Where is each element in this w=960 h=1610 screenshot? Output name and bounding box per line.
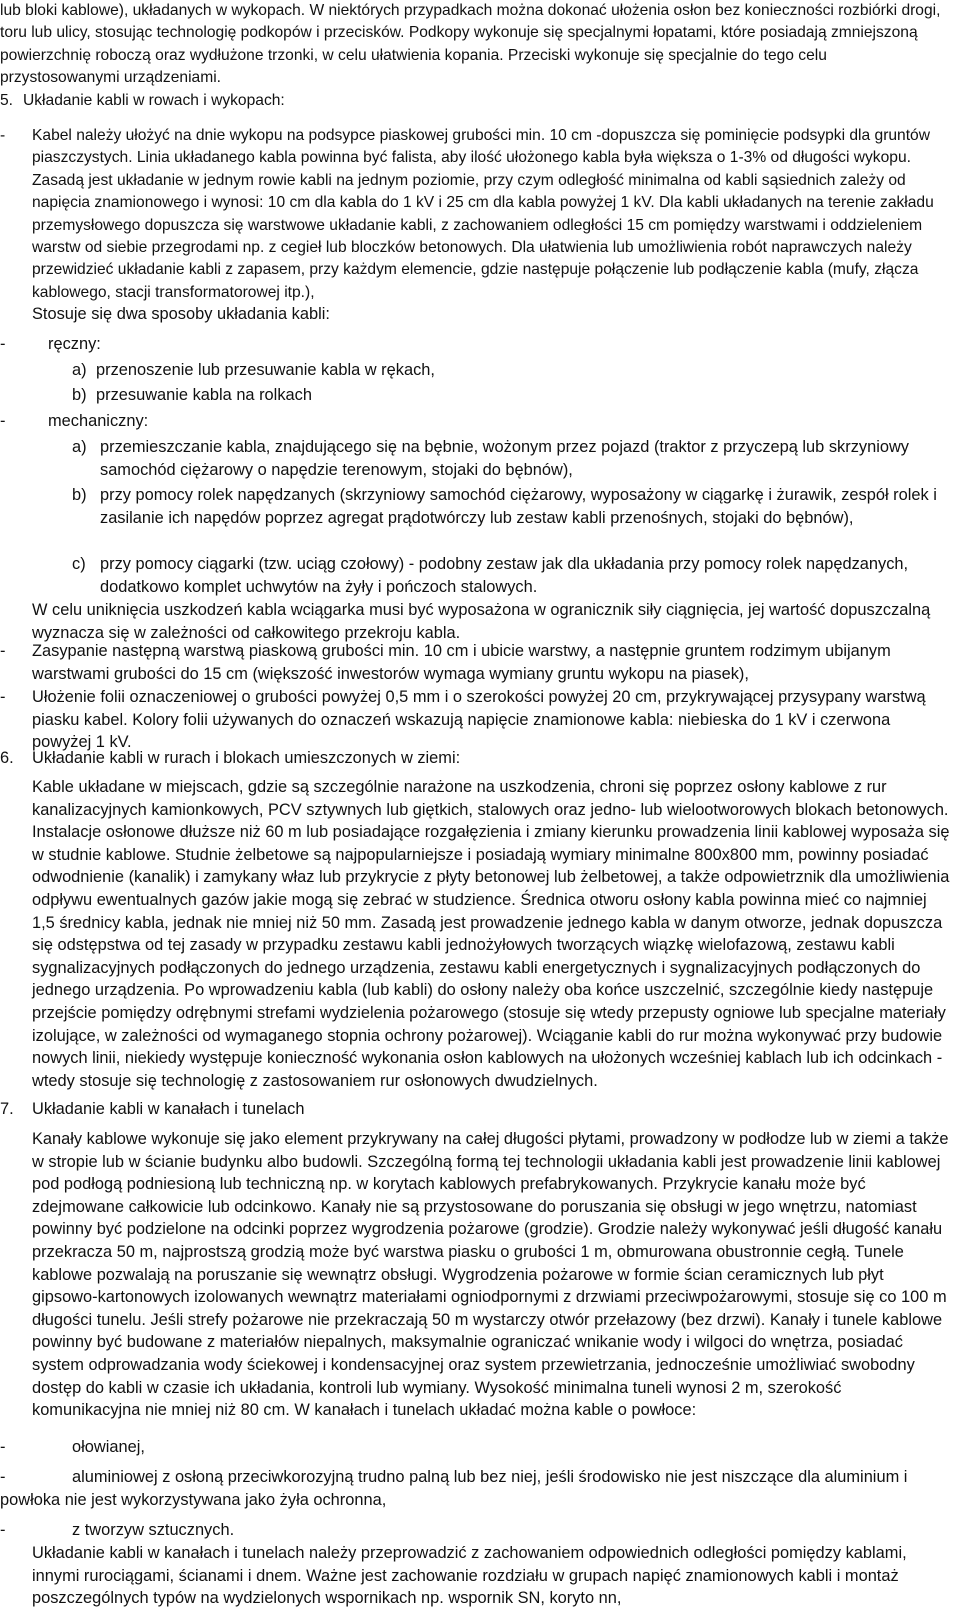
mech-tail-text: W celu uniknięcia uszkodzeń kabla wciągarka musi być wyposażona w ogranicznik siły ciągnięcia, jej wartość dopuszczalną wyznacza się w zależności od całkowitego przekroju kabla. [32, 601, 931, 642]
section-5-number: 5. [0, 92, 14, 109]
mech-a-marker: a) [72, 438, 87, 456]
backfill-text: Zasypanie następną warstwą piaskową grubości min. 10 cm i ubicie warstwy, a następnie gruntem rodzimym ubijanym warstwami grubości do 15 cm (większość inwestorów wymaga wymiany gruntu wykopu na piasek), [32, 642, 891, 683]
manual-a-text: przenoszenie lub przesuwanie kabla w rękach, [96, 361, 435, 379]
manual-a-marker: a) [72, 361, 87, 379]
dash-marker: - [0, 1521, 6, 1539]
backfill-item [0, 640, 950, 685]
section-5-cable-text: Kabel należy ułożyć na dnie wykopu na podsypce piaskowej grubości min. 10 cm -dopuszcza się pominięcie podsypki dla gruntów piaszczystych. Linia układanego kabla powinna być falista, aby ilość ułożonego kabla była większa o 1-3% od długości wykopu. Zasadą jest układanie w jednym rowie kabli na jednym poziomie, przy czym odległość minimalna od kabli sąsiednich zależy od napięcia znamionowego i wynosi: 10 cm dla kabla do 1 kV i 25 cm dla kabla powyżej 1 kV. Dla kabli układanych na terenie zakładu przemysłowego dopuszcza się warstwowe układanie kabli, z zachowaniem odległości 15 cm pomiędzy warstwami i oddzieleniem warstw od siebie przegrodami np. z cegieł lub bloczków betonowych. Dla ułatwienia lub umożliwienia robót naprawczych należy przewidzieć układanie kabli z zapasem, przy każdym elemencie, gdzie następuje połączenie lub podłączenie kabla (mufy, złącza kablowego, stacji transformatorowej itp.), [32, 127, 934, 301]
mechanical-item-a [0, 436, 950, 481]
closing-text: Układanie kabli w kanałach i tunelach należy przeprowadzić z zachowaniem odpowiednich odległości pomiędzy kablami, innymi rurociągami, ścianami i dnem. Ważne jest zachowanie rozdziału w grupach napięć znamionowych kabli i montaż poszczególnych typów na wydzielonych wspornikach np. wspornik SN, koryto nn, [32, 1544, 907, 1608]
section-6-number: 6. [0, 749, 14, 767]
dash-marker: - [0, 412, 6, 430]
section-7-body [32, 1128, 950, 1422]
dash-marker: - [0, 335, 6, 353]
mech-c-marker: c) [72, 555, 86, 573]
section-5-cable-laying [0, 125, 950, 304]
dash-marker: - [0, 1438, 6, 1456]
sheath-lead-text: ołowianej, [72, 1438, 145, 1456]
mech-b-text: przy pomocy rolek napędzanych (skrzyniowy samochód ciężarowy, wyposażony w ciągarkę i żurawik, zespół rolek i zasilanie ich napędów poprzez agregat prądotwórczy lub zestaw kabli przenośnych, stojaki do bębnów), [100, 486, 937, 527]
section-7-number: 7. [0, 1100, 14, 1118]
dash-marker: - [0, 688, 6, 706]
intro-paragraph [0, 0, 950, 90]
section-6-body [32, 776, 950, 1092]
section-6-title: Układanie kabli w rurach i blokach umieszczonych w ziemi: [32, 749, 461, 767]
sheath-aluminium-text: aluminiowej z osłoną przeciwkorozyjną trudno palną lub bez niej, jeśli środowisko nie jest niszczące dla aluminium i powłoka nie jest wykorzystywana jako żyła ochronna, [0, 1468, 908, 1509]
methods-intro-text: Stosuje się dwa sposoby układania kabli: [32, 305, 330, 323]
mechanical-label: mechaniczny: [48, 412, 149, 430]
sheath-plastic-text: z tworzyw sztucznych. [72, 1521, 235, 1539]
mech-c-text: przy pomocy ciągarki (tzw. uciąg czołowy) - podobny zestaw jak dla układania przy pomocy rolek napędzanych, dodatkowo komplet uchwytów na żyły i pończoch stalowych. [100, 555, 909, 596]
mech-b-marker: b) [72, 486, 87, 504]
section-6-text: Kable układane w miejscach, gdzie są szczególnie narażone na uszkodzenia, chroni się poprzez osłony kablowe z rur kanalizacyjnych kamionkowych, PCV sztywnych lub giętkich, stalowych oraz jedno- lub wielootworowych blokach betonowych. Instalacje osłonowe dłuższe niż 60 m lub posiadające rozgałęzienia i zmiany kierunku prowadzenia linii kablowej wyposaża się w studnie kablowe. Studnie żelbetowe są najpopularniejsze i posiadają wymiary minimalne 800x800 mm, powinny posiadać odwodnienie (kanalik) i zamykany właz lub przykrycie z płyty betonowej lub żelbetowej, a także odpowietrznik dla umożliwienia odpływu ewentualnych gazów jakie mogą się zebrać w studzience. Średnica otworu osłony kabla powinna mieć co najmniej 1,5 średnicy kabla, jednak nie mniej niż 50 mm. Zasadą jest prowadzenie jednego kabla w danym otworze, jednak dopuszcza się odstępstwa od tej zasady w przypadku zestawu kabli jednożyłowych tworzących wiązkę wielofazową, zestawu kabli sygnalizacyjnych podłączonych do jednego urządzenia, zestawu kabli energetycznych i sygnalizacyjnych podłączonych do jednego urządzenia. Po wprowadzeniu kabla (lub kabli) do osłony należy oba końce uszczelnić, szczególnie kiedy następuje przejście pomiędzy odrębnymi strefami wydzielenia pożarowego (stosuje się wtedy przepusty ogniowe lub specjalne materiały izolujące, w zależności od wymaganego stopnia ochrony pożarowej). Wciąganie kabli do rur można wykonywać przy budowie nowych linii, niekiedy występuje konieczność wykonania osłon kablowych na ułożonych wcześniej kablach lub ich odcinkach - wtedy stosuje się technologię z zastosowaniem rur osłonowych dwudzielnych. [32, 778, 950, 1090]
foil-text: Ułożenie folii oznaczeniowej o grubości powyżej 0,5 mm i o szerokości powyżej 20 cm, przykrywającej przysypany warstwą piasku kabel. Kolory folii używanych do oznaczeń wskazują napięcie znamionowe kabla: niebieska do 1 kV i czerwona powyżej 1 kV. [32, 688, 926, 752]
section-5-title: Układanie kabli w rowach i wykopach: [23, 92, 285, 109]
sheath-item-aluminium [0, 1466, 950, 1511]
mechanical-item-b [0, 484, 950, 529]
mech-a-text: przemieszczanie kabla, znajdującego się na bębnie, wożonym przez pojazd (traktor z przyczepą lub skrzyniowy samochód ciężarowy o napędzie terenowym, stojaki do bębnów), [100, 438, 909, 479]
manual-b-marker: b) [72, 386, 87, 404]
manual-label: ręczny: [48, 335, 101, 353]
mechanical-tail [32, 599, 950, 644]
section-7-text: Kanały kablowe wykonuje się jako element przykrywany na całej długości płytami, prowadzony w podłodze lub w ziemi a także w stropie lub w ścianie budynku albo budowli. Szczególną formą tej technologii układania kabli jest prowadzenie linii kablowej pod podłogą podniesioną lub techniczną np. w korytach kablowych prefabrykowanych. Przykrycie kanału może być zdejmowane całkowicie lub odcinkowo. Kanały nie są przystosowane do poruszania się obsługi w jego wnętrzu, natomiast powinny być podzielone na odcinki poprzez wygrodzenia pożarowe (grodzie). Grodzie należy wykonywać jeśli długość kanału przekracza 50 m, najprostszą grodzią może być warstwa piasku o grubości 1 m, obmurowana obustronnie cegłą. Tunele kablowe pozwalają na poruszanie się wewnątrz obsługi. Wygrodzenia pożarowe w formie ścian ceramicznych lub płyt gipsowo-kartonowych izolowanych wewnątrz materiałami ogniodpornymi z drzwiami przeciwpożarowymi, stosuje się co 100 m długości tunelu. Jeśli strefy pożarowe nie przekraczają 50 m wystarczy otwór przełazowy (bez drzwi). Kanały i tunele kablowe powinny być budowane z materiałów niepalnych, maksymalnie ograniczać wnikanie wody i wilgoci do wnętrza, posiadać system odprowadzania wody ściekowej i kondensacyjnej oraz system przewietrzania, jednocześnie umożliwiać swobodny dostęp do kabli w czasie ich układania, kontroli lub wymiany. Wysokość minimalna tuneli wynosi 2 m, szerokość komunikacyjna nie mniej niż 80 cm. W kanałach i tunelach układać można kable o powłoce: [32, 1130, 949, 1420]
dash-marker: - [0, 127, 6, 144]
mechanical-item-c [0, 553, 950, 598]
section-7-title: Układanie kabli w kanałach i tunelach [32, 1100, 305, 1118]
methods-intro [32, 303, 950, 326]
manual-b-text: przesuwanie kabla na rolkach [96, 386, 312, 404]
closing-paragraph [32, 1542, 950, 1608]
dash-marker: - [0, 642, 6, 660]
dash-marker: - [0, 1468, 6, 1486]
foil-item [0, 686, 950, 754]
intro-text: lub bloki kablowe), układanych w wykopach. W niektórych przypadkach można dokonać ułożenia osłon bez konieczności rozbiórki drogi, toru lub ulicy, stosując technologię podkopów i przecisków. Podkopy wykonuje się specjalnymi łopatami, które posiadają zmniejszoną powierzchnię roboczą oraz wydłużone trzonki, w celu ułatwienia kopania. Przeciski wykonuje się specjalnie do tego celu przystosowanymi urządzeniami. [0, 2, 941, 87]
